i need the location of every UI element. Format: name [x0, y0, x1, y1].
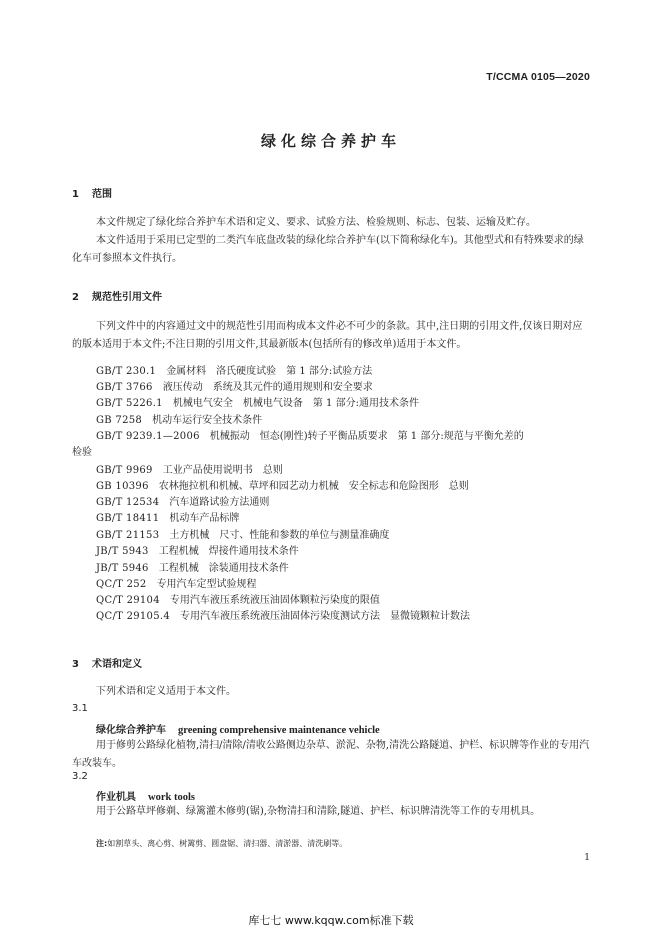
- reference-item: GB 10396 农林拖拉机和机械、草坪和园艺动力机械 安全标志和危险图形 总则: [96, 481, 469, 492]
- term-name: 作业机具 work tools: [96, 792, 195, 803]
- section-1-para-2: 本文件适用于采用已定型的二类汽车底盘改装的绿化综合养护车(以下简称绿化车)。其他型式和有特殊要求的绿化车可参照本文件执行。: [72, 235, 584, 264]
- term-name: 绿化综合养护车 greening comprehensive maintenance vehicle: [96, 725, 380, 736]
- reference-item: GB/T 21153 土方机械 尺寸、性能和参数的单位与测量准确度: [96, 530, 390, 541]
- standard-code: T/CCMA 0105—2020: [486, 71, 590, 83]
- term-number: 3.1: [72, 703, 88, 714]
- reference-item: GB/T 9969 工业产品使用说明书 总则: [96, 465, 283, 476]
- section-1-para-1: 本文件规定了绿化综合养护车术语和定义、要求、试验方法、检验规则、标志、包装、运输及贮存。: [96, 217, 536, 228]
- section-3-intro: 下列术语和定义适用于本文件。: [96, 686, 236, 697]
- reference-item: JB/T 5943 工程机械 焊接件通用技术条件: [96, 546, 299, 557]
- section-1-heading: [72, 185, 112, 200]
- document-title: 绿化综合养护车: [260, 132, 401, 150]
- reference-item: GB/T 230.1 金属材料 洛氏硬度试验 第 1 部分:试验方法: [96, 366, 373, 377]
- reference-item: QC/T 252 专用汽车定型试验规程: [96, 579, 257, 590]
- reference-item: GB/T 5226.1 机械电气安全 机械电气设备 第 1 部分:通用技术条件: [96, 398, 419, 409]
- reference-item: GB 7258 机动车运行安全技术条件: [96, 415, 263, 426]
- section-1-title: 范围: [92, 189, 112, 200]
- reference-item: GB/T 3766 液压传动 系统及其元件的通用规则和安全要求: [96, 382, 373, 393]
- term-definition: 用于公路草坪修剃、绿篱灌木修剪(锯),杂物清扫和清除,隧道、护栏、标识牌清洗等工作的专用机具。: [96, 806, 541, 817]
- reference-item: GB/T 12534 汽车道路试验方法通则: [96, 497, 270, 508]
- section-2-number: 2: [72, 292, 79, 303]
- section-3-heading: [72, 655, 142, 670]
- footer-watermark: 库七七 www.kqqw.com标准下载: [248, 914, 414, 927]
- reference-item: GB/T 9239.1—2006 机械振动 恒态(刚性)转子平衡品质要求 第 1 部分:规范与平衡允差的: [96, 431, 524, 442]
- section-1-number: 1: [72, 189, 79, 200]
- section-2-heading: [72, 288, 162, 303]
- section-2-intro: 下列文件中的内容通过文中的规范性引用而构成本文件必不可少的条款。其中,注日期的引用文件,仅该日期对应的版本适用于本文件;不注日期的引用文件,其最新版本(包括所有的修改单)适用于本文件。: [72, 321, 583, 350]
- term-note: 注:如割草头、离心剪、树篱剪、圆盘锯、清扫器、清淤器、清洗刷等。: [96, 839, 348, 848]
- reference-item-continuation: 检验: [72, 447, 92, 458]
- section-2-title: 规范性引用文件: [92, 292, 162, 303]
- page-number: 1: [584, 853, 590, 863]
- section-3-title: 术语和定义: [92, 659, 142, 670]
- reference-item: QC/T 29104 专用汽车液压系统液压油固体颗粒污染度的限值: [96, 595, 380, 606]
- section-3-number: 3: [72, 659, 79, 670]
- reference-item: JB/T 5946 工程机械 涂装通用技术条件: [96, 563, 289, 574]
- term-number: 3.2: [72, 771, 88, 782]
- reference-item: QC/T 29105.4 专用汽车液压系统液压油固体污染度测试方法 显微镜颗粒计数法: [96, 611, 471, 622]
- term-definition: 用于修剪公路绿化植物,清扫/清除/清收公路侧边杂草、淤泥、杂物,清洗公路隧道、护栏、标识牌等作业的专用汽车改装车。: [72, 740, 590, 769]
- reference-item: GB/T 18411 机动车产品标牌: [96, 513, 240, 524]
